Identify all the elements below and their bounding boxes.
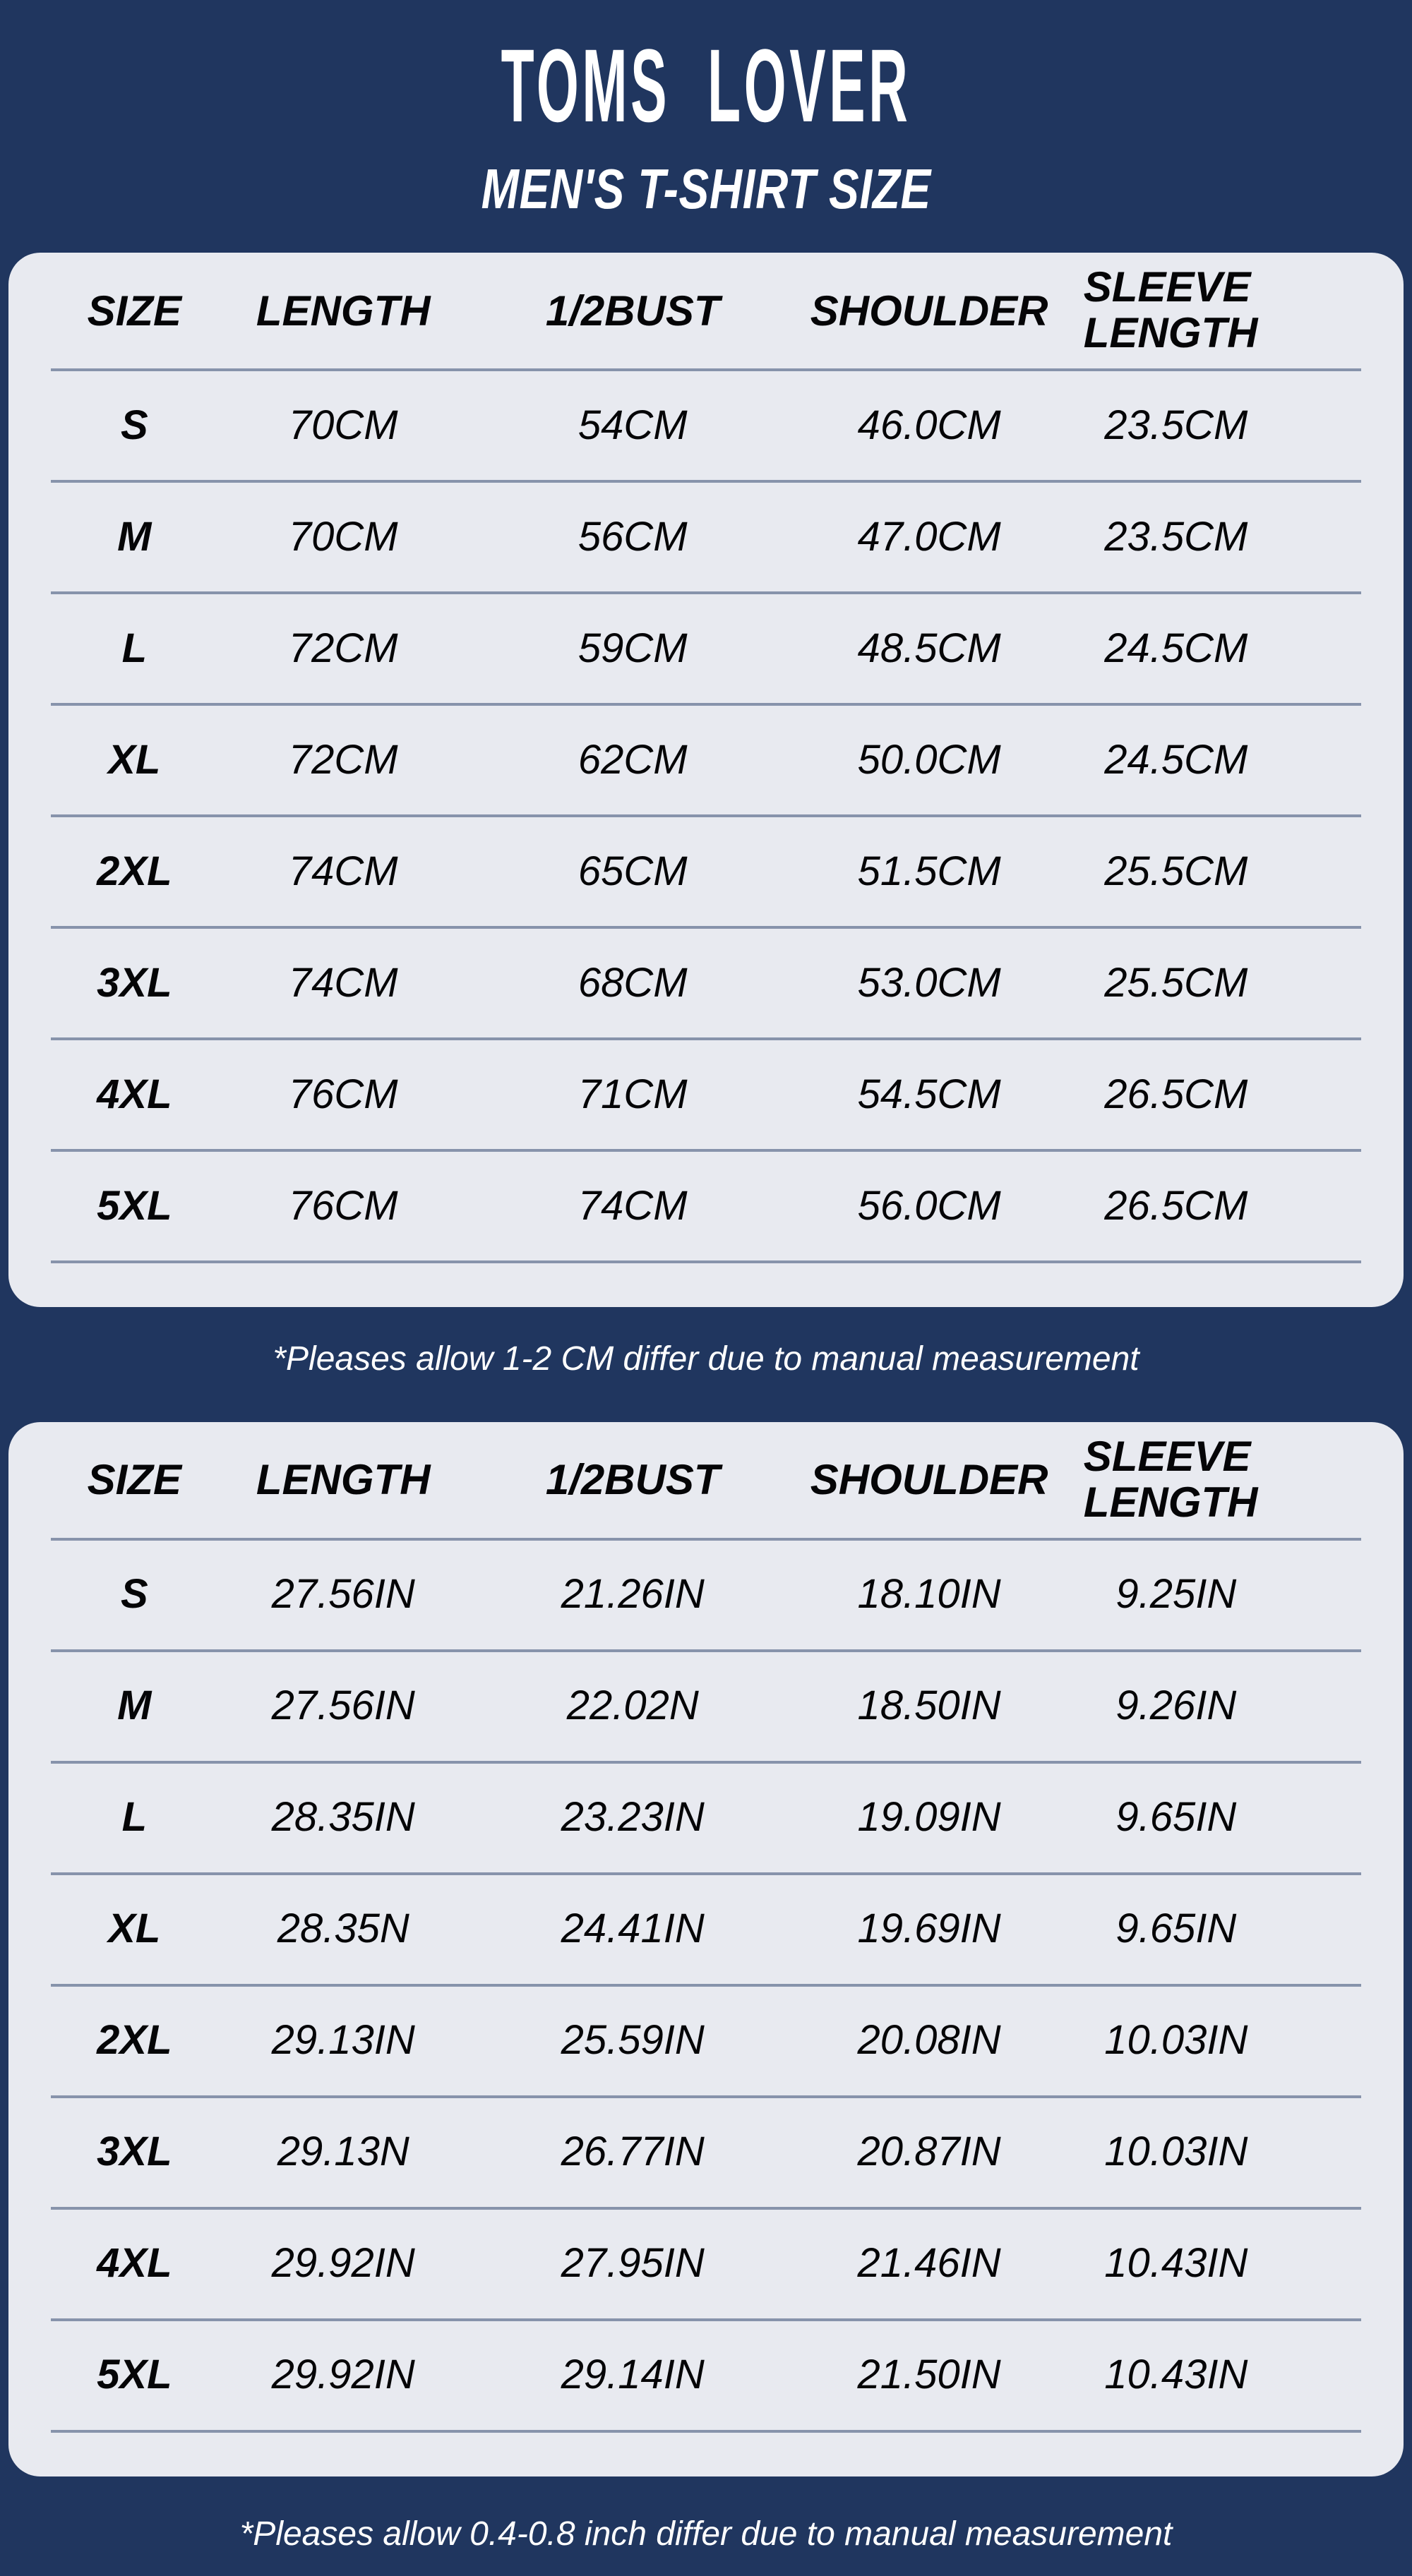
size-label: 4XL <box>97 2240 172 2287</box>
measurement-value: 76CM <box>288 1071 398 1117</box>
size-label: XL <box>108 1906 161 1952</box>
table-row <box>8 817 1404 926</box>
measurement-value: 22.02N <box>566 1683 699 1729</box>
table-header-row <box>8 253 1404 368</box>
table-body-cm <box>8 371 1404 1263</box>
measurement-value: 29.13IN <box>271 2017 415 2064</box>
table-row <box>8 483 1404 591</box>
measurement-value: 28.35IN <box>271 1794 415 1841</box>
size-label: 2XL <box>97 2017 172 2064</box>
measurement-value: 26.77IN <box>561 2129 705 2175</box>
measurement-value: 70CM <box>288 513 398 560</box>
table-row <box>8 1764 1404 1872</box>
size-label: L <box>121 625 148 671</box>
measurement-value: 21.46IN <box>857 2240 1001 2287</box>
measurement-value: 10.43IN <box>1104 2352 1248 2398</box>
measurement-value: 24.5CM <box>1104 625 1248 671</box>
column-header-halfbust: 1/2BUST <box>545 287 720 335</box>
measurement-value: 51.5CM <box>857 848 1001 894</box>
measurement-value: 59CM <box>578 625 688 671</box>
measurement-value: 29.92IN <box>271 2352 415 2398</box>
measurement-value: 27.56IN <box>271 1683 415 1729</box>
measurement-value: 76CM <box>288 1182 398 1229</box>
measurement-value: 54CM <box>578 402 688 448</box>
measurement-value: 23.23IN <box>561 1794 705 1841</box>
table-row <box>8 1987 1404 2095</box>
measurement-value: 26.5CM <box>1104 1071 1248 1117</box>
table-row <box>8 929 1404 1037</box>
size-label: S <box>120 1571 148 1618</box>
measurement-value: 9.25IN <box>1115 1571 1237 1618</box>
column-header-size: SIZE <box>87 1456 181 1504</box>
table-row <box>8 2321 1404 2430</box>
size-label: 3XL <box>97 959 172 1006</box>
size-label: 4XL <box>97 1071 172 1117</box>
measurement-value: 71CM <box>578 1071 688 1117</box>
size-label: L <box>121 1794 148 1841</box>
table-row <box>8 1652 1404 1761</box>
measurement-value: 25.59IN <box>561 2017 705 2064</box>
table-body-inch <box>8 1541 1404 2433</box>
measurement-value: 18.10IN <box>857 1571 1001 1618</box>
measurement-value: 24.5CM <box>1104 736 1248 783</box>
measurement-value: 9.26IN <box>1115 1683 1237 1729</box>
measurement-value: 50.0CM <box>857 736 1001 783</box>
measurement-value: 68CM <box>578 959 688 1006</box>
measurement-value: 29.92IN <box>271 2240 415 2287</box>
size-label: M <box>117 1683 152 1729</box>
measurement-value: 9.65IN <box>1115 1906 1237 1952</box>
measurement-value: 9.65IN <box>1115 1794 1237 1841</box>
measurement-value: 56CM <box>578 513 688 560</box>
measurement-value: 48.5CM <box>857 625 1001 671</box>
measurement-value: 27.56IN <box>271 1571 415 1618</box>
size-label: 2XL <box>97 848 172 894</box>
measurement-value: 74CM <box>578 1182 688 1229</box>
table-row <box>8 1040 1404 1149</box>
table-row <box>8 706 1404 814</box>
measurement-value: 70CM <box>288 402 398 448</box>
table-row <box>8 594 1404 703</box>
measurement-value: 25.5CM <box>1104 959 1248 1006</box>
inch-measurement-note: *Pleases allow 0.4-0.8 inch differ due to manual measurement <box>239 2515 1173 2553</box>
measurement-value: 21.26IN <box>561 1571 705 1618</box>
measurement-value: 56.0CM <box>857 1182 1001 1229</box>
table-row <box>8 2098 1404 2207</box>
measurement-value: 53.0CM <box>857 959 1001 1006</box>
column-header-shoulder: SHOULDER <box>810 1456 1048 1504</box>
column-header-halfbust: 1/2BUST <box>545 1456 720 1504</box>
cm-measurement-note: *Pleases allow 1-2 CM differ due to manual measurement <box>273 1340 1139 1378</box>
measurement-value: 10.43IN <box>1104 2240 1248 2287</box>
size-label: XL <box>108 736 161 783</box>
measurement-value: 20.08IN <box>857 2017 1001 2064</box>
measurement-value: 10.03IN <box>1104 2017 1248 2064</box>
measurement-value: 25.5CM <box>1104 848 1248 894</box>
measurement-value: 19.69IN <box>857 1906 1001 1952</box>
column-header-length: LENGTH <box>256 1456 431 1504</box>
brand-logo <box>0 27 1412 144</box>
measurement-value: 54.5CM <box>857 1071 1001 1117</box>
measurement-value: 74CM <box>288 848 398 894</box>
table-row <box>8 1152 1404 1260</box>
measurement-value: 47.0CM <box>857 513 1001 560</box>
measurement-value: 72CM <box>288 625 398 671</box>
size-label: 5XL <box>97 2352 172 2398</box>
size-table-inch <box>8 1422 1404 2476</box>
size-table-cm <box>8 253 1404 1307</box>
measurement-value: 18.50IN <box>857 1683 1001 1729</box>
measurement-value: 19.09IN <box>857 1794 1001 1841</box>
column-header-shoulder: SHOULDER <box>810 287 1048 335</box>
measurement-value: 27.95IN <box>561 2240 705 2287</box>
row-divider <box>51 2430 1361 2433</box>
table-row <box>8 1541 1404 1649</box>
measurement-value: 28.35N <box>277 1906 409 1952</box>
measurement-value: 74CM <box>288 959 398 1006</box>
table-header-row <box>8 1422 1404 1538</box>
measurement-value: 62CM <box>578 736 688 783</box>
measurement-value: 24.41IN <box>561 1906 705 1952</box>
column-header-length: LENGTH <box>256 287 431 335</box>
measurement-value: 46.0CM <box>857 402 1001 448</box>
measurement-value: 29.14IN <box>561 2352 705 2398</box>
measurement-value: 23.5CM <box>1104 513 1248 560</box>
measurement-value: 20.87IN <box>857 2129 1001 2175</box>
page-title <box>0 157 1412 220</box>
brand-logo-text: TOMS LOVER <box>501 27 911 144</box>
table-row <box>8 371 1404 480</box>
measurement-value: 10.03IN <box>1104 2129 1248 2175</box>
measurement-value: 29.13N <box>277 2129 409 2175</box>
column-header-size: SIZE <box>87 287 181 335</box>
row-divider <box>51 1260 1361 1263</box>
measurement-value: 26.5CM <box>1104 1182 1248 1229</box>
measurement-value: 72CM <box>288 736 398 783</box>
column-header-sleeve-length: SLEEVE LENGTH <box>1083 1433 1258 1526</box>
measurement-value: 65CM <box>578 848 688 894</box>
table-row <box>8 1875 1404 1984</box>
column-header-sleeve-length: SLEEVE LENGTH <box>1083 263 1258 356</box>
table-row <box>8 2210 1404 2318</box>
size-label: M <box>117 513 152 560</box>
size-label: 3XL <box>97 2129 172 2175</box>
size-label: 5XL <box>97 1182 172 1229</box>
size-label: S <box>120 402 148 448</box>
measurement-value: 21.50IN <box>857 2352 1001 2398</box>
measurement-value: 23.5CM <box>1104 402 1248 448</box>
page-title-text: MEN'S T-SHIRT SIZE <box>481 157 931 220</box>
